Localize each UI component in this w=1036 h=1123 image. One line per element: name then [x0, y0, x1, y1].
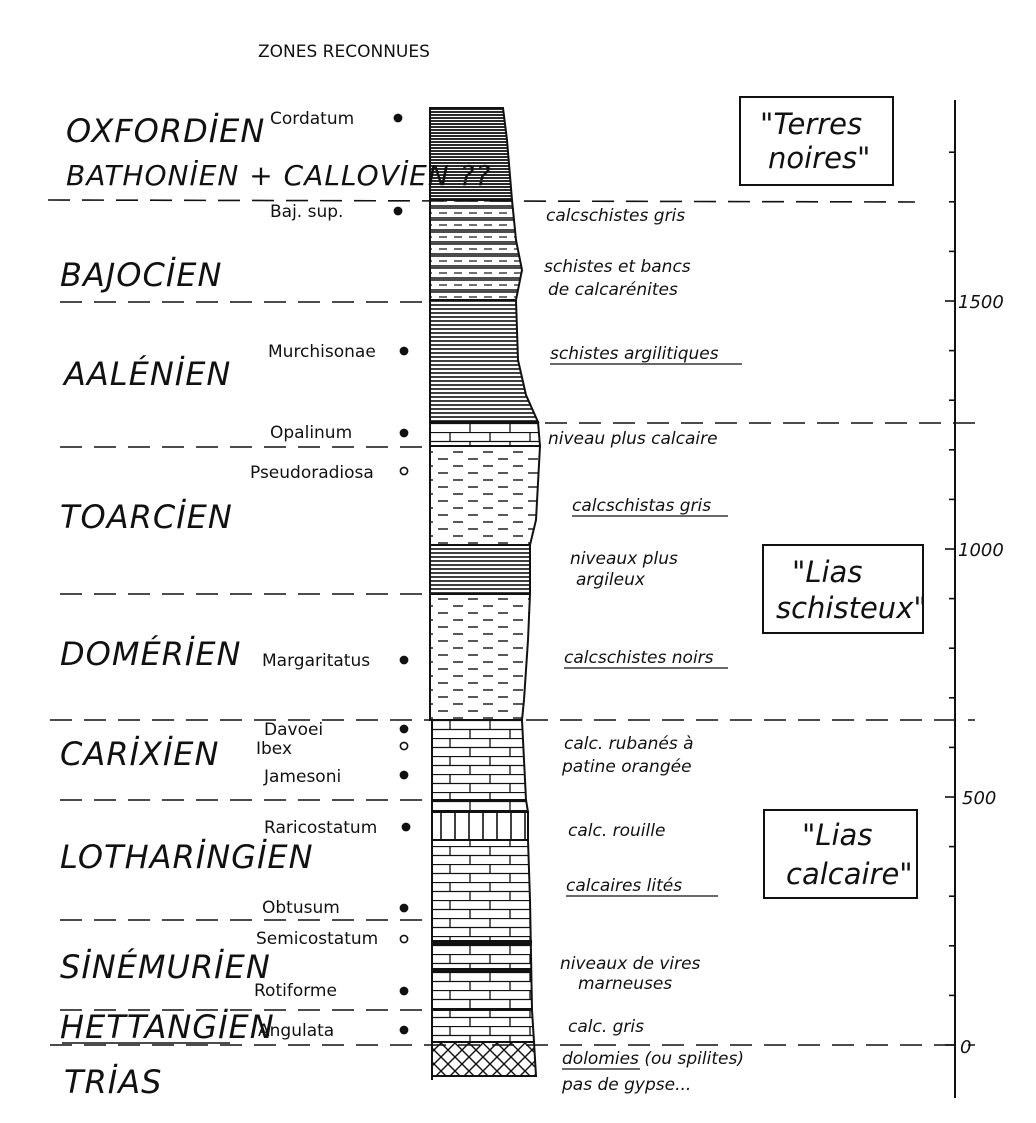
- layer-niveau-calcaire: [430, 422, 540, 446]
- zone-marker-filled: [400, 429, 407, 436]
- stage-bajocien: BAJOCİEN: [60, 256, 223, 294]
- lith-niveau-plus-calcaire: niveau plus calcaire: [548, 429, 718, 449]
- box-lias-schisteux-line2: schisteux": [776, 591, 927, 625]
- zone-marker-filled: [402, 823, 409, 830]
- zone-marker-filled: [400, 1026, 407, 1033]
- scale-label-0: 0: [960, 1037, 972, 1058]
- lith-calcaires-lites: calcaires lités: [566, 876, 683, 896]
- lith-calcarenites: de calcarénites: [548, 280, 678, 300]
- layer-bajocien: [430, 200, 522, 300]
- zone-marker-filled: [394, 207, 401, 214]
- zone-pseudoradiosa: Pseudoradiosa: [250, 463, 374, 483]
- scale-label-1500: 1500: [958, 292, 1004, 313]
- layer-vires-marneuses: [432, 940, 532, 945]
- lith-schistes-argilitiques: schistes argilitiques: [550, 344, 719, 364]
- lith-calc-rouille: calc. rouille: [568, 821, 666, 841]
- layer-domerien: [430, 594, 530, 720]
- stage-hettangien: HETTANGİEN: [60, 1008, 275, 1046]
- zone-marker-filled: [400, 904, 407, 911]
- zone-opalinum: Opalinum: [270, 423, 353, 443]
- thickness-scale: [945, 100, 1004, 1098]
- zones-header: ZONES RECONNUES: [258, 42, 430, 62]
- zone-davoei: Davoei: [264, 720, 324, 740]
- stage-domerien: DOMÉRİEN: [60, 635, 242, 673]
- lithology-labels: [544, 206, 744, 1095]
- zone-rotiforme: Rotiforme: [254, 981, 337, 1001]
- lith-pas-de-gypse: pas de gypse...: [562, 1075, 692, 1095]
- zone-jamesoni: Jamesoni: [264, 767, 342, 787]
- scale-label-500: 500: [962, 788, 997, 809]
- zone-markers: [394, 114, 409, 1033]
- zone-marker-filled: [400, 656, 407, 663]
- stage-oxfordien: OXFORDİEN: [66, 112, 266, 150]
- stage-bathonien-callovien: BATHONİEN + CALLOVİEN ??: [66, 159, 492, 192]
- lith-niveaux-plus: niveaux plus: [570, 549, 678, 569]
- zone-obtusum: Obtusum: [262, 898, 340, 918]
- layer-aalenien: [430, 300, 538, 422]
- zone-murchisonae: Murchisonae: [268, 342, 376, 362]
- zone-marker-open: [400, 742, 407, 749]
- layer-argileux: [430, 545, 530, 594]
- zone-angulata: Angulata: [258, 1021, 335, 1041]
- stage-lotharingien: LOTHARİNGİEN: [60, 838, 314, 876]
- zone-semicostatum: Semicostatum: [256, 929, 379, 949]
- lith-argileux: argileux: [576, 570, 645, 590]
- box-lias-calcaire-line1: "Lias: [802, 818, 873, 852]
- lith-schistes-bancs: schistes et bancs: [544, 257, 691, 277]
- zone-marker-filled: [400, 725, 407, 732]
- stage-aalenien: AALÉNİEN: [64, 355, 232, 393]
- box-lias-calcaire-line2: calcaire": [786, 857, 913, 891]
- lith-calc-rubanes: calc. rubanés à: [564, 734, 694, 754]
- lith-calcschistes-noirs: calcschistes noirs: [564, 648, 714, 668]
- zone-raricostatum: Raricostatum: [264, 818, 378, 838]
- layer-vires-marneuses-2: [432, 968, 532, 973]
- zone-cordatum: Cordatum: [270, 109, 355, 129]
- lithologic-column: [430, 108, 540, 1080]
- zone-margaritatus: Margaritatus: [262, 651, 371, 671]
- stage-toarcien: TOARCİEN: [60, 498, 233, 536]
- lith-marneuses: marneuses: [578, 974, 673, 994]
- layer-hettangien: [432, 1010, 534, 1042]
- zone-marker-filled: [400, 347, 407, 354]
- zone-baj-sup: Baj. sup.: [270, 202, 344, 222]
- lith-patine-orangee: patine orangée: [562, 757, 692, 777]
- layer-toarcien: [430, 446, 540, 545]
- stage-carixien: CARİXİEN: [60, 735, 220, 773]
- stage-labels: [60, 112, 491, 1101]
- zone-ibex: Ibex: [256, 739, 293, 759]
- zone-marker-filled: [400, 771, 407, 778]
- layer-trias: [432, 1042, 536, 1076]
- zone-marker-filled: [400, 987, 407, 994]
- zone-marker-filled: [394, 114, 401, 121]
- stage-trias: TRİAS: [64, 1063, 163, 1101]
- scale-label-1000: 1000: [958, 540, 1004, 561]
- box-terres-noires-line2: noires": [768, 141, 871, 175]
- stage-sinemurien: SİNÉMURİEN: [60, 948, 271, 986]
- lith-calc-gris: calc. gris: [568, 1017, 645, 1037]
- lith-niveaux-vires: niveaux de vires: [560, 954, 701, 974]
- facies-boxes: [740, 97, 927, 898]
- box-terres-noires-line1: "Terres: [760, 107, 863, 141]
- lith-calcschistas-gris: calcschistas gris: [572, 496, 712, 516]
- layer-calc-rouille: [432, 812, 528, 840]
- lith-dolomies: dolomies (ou spilites): [562, 1049, 744, 1069]
- zone-marker-open: [400, 467, 407, 474]
- zone-labels: [250, 109, 378, 1041]
- lith-calcschistes-gris-1: calcschistes gris: [546, 206, 686, 226]
- zone-marker-open: [400, 935, 407, 942]
- box-lias-schisteux-line1: "Lias: [792, 555, 863, 589]
- scale-ticks: [945, 152, 955, 1045]
- layer-carixien: [432, 720, 526, 800]
